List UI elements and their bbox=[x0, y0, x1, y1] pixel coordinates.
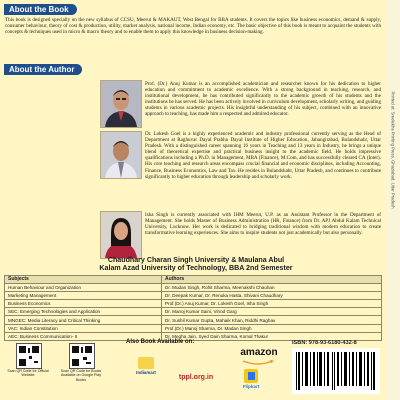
header-subjects: Subjects bbox=[5, 276, 162, 284]
university-heading bbox=[80, 256, 312, 273]
flipkart-label[interactable]: Flipkart bbox=[242, 384, 260, 389]
subject-cell: Business Economics bbox=[5, 300, 162, 308]
barcode-bars bbox=[292, 348, 380, 394]
flipkart-icon bbox=[244, 369, 258, 383]
isbn-number: ISBN: 978-93-6180-432-8 bbox=[292, 340, 357, 346]
about-author-heading: About the Author bbox=[4, 64, 82, 75]
table-row bbox=[5, 324, 382, 332]
about-book-text: This book is designed specially on the new syllabus of CCSU, Meerut & MAKAUT, West Bengal for BBA students. It covers the topics like business economics, demand & supply, consumer behaviour, theory of cost & production, utility, market analysis, national income, Indian economy, etc. The basic objective of this book is meant to acquaint the students with concepts & techniques used in micro & macro theory and to enable them to apply this knowledge in business decision-making. bbox=[5, 17, 381, 36]
table-row bbox=[5, 316, 382, 324]
authors-cell: Dr. Mudan Singh, Rohit Sharma, Meenakshi Chauhan bbox=[162, 284, 382, 292]
authors-cell: Prof.(Dr.) Manoj Sharma, Dr. Madan Singh bbox=[162, 324, 382, 332]
author-photo-anuj-kumar bbox=[100, 80, 142, 128]
also-available-label: Also Book Available on: bbox=[126, 339, 195, 345]
subject-cell: SEC: Emerging Technologies and Application bbox=[5, 308, 162, 316]
qr-caption-website: Scan QR Code for Official Website bbox=[7, 369, 49, 378]
subjects-table bbox=[4, 275, 382, 341]
author-photo-lokesh-goel bbox=[100, 131, 142, 179]
university-line-2: Kalam Azad University of Technology, BBA 2nd Semester bbox=[99, 264, 293, 273]
subject-cell: AEC: Business Communication- II bbox=[5, 332, 162, 340]
website-label[interactable]: tppl.org.in bbox=[178, 374, 214, 381]
table-row bbox=[5, 308, 382, 316]
author-bio-lokesh-goel: Dr. Lokesh Goel is a highly experienced academic and industry professional currently serving as the Head of Department at Raghuvar Dayal Prabhu Dayal Institute of Higher Education, Jahangirabad, Bulandshahr, Uttar Pradesh. With a distinguished career spanning 16 years in Teaching and 13 years in Industry, he brings a unique blend of theoretical expertise and practical business insight to the academic field. He holds impressive qualifications including a Ph.D. in Management, MBA (Finance), M.Com, and has successfully cleared CA (Inter). His core teaching and research areas encompass crucial financial and economic disciplines, including Accounting, Finance, Business Economics, Law and Tax. He resides in Bulandshahr, Uttar Pradesh, and continues to contribute significantly to higher education through leadership and scholarly work. bbox=[145, 131, 381, 180]
table-row bbox=[5, 284, 382, 292]
table-row bbox=[5, 292, 382, 300]
subject-cell: Marketing Management bbox=[5, 292, 162, 300]
indiamart-icon bbox=[138, 357, 154, 369]
amazon-smile-icon bbox=[241, 360, 275, 366]
authors-cell: Dr. Sushil Kumar Gupta, Mahaik Khan, Riddhi Raghav bbox=[162, 316, 382, 324]
about-book-heading: About the Book bbox=[4, 4, 77, 15]
authors-cell: Dr. Megha Jain, Syed Dain Sharma, Komal Thakur bbox=[162, 332, 382, 340]
qr-caption-google-play: Scan QR Code for Books Available on Google Play Books bbox=[60, 369, 102, 382]
barcode bbox=[292, 348, 380, 394]
authors-cell: Prof.(Dr.) Anuj Kumar, Dr. Lokesh Goel, Isha Singh bbox=[162, 300, 382, 308]
authors-cell: Dr. Deepak Kumar, Dr. Renuka Hasta, Shivani Chaudhary bbox=[162, 292, 382, 300]
amazon-logo[interactable]: amazon bbox=[240, 347, 278, 358]
subject-cell: VAC: Indian Constitution bbox=[5, 324, 162, 332]
author-photo-isha-singh bbox=[100, 211, 142, 259]
author-bio-isha-singh: Isha Singh is currently associated with IHM Meerut, U.P. as an Assistant Professor in the Department of Management. She holds Master of Business Administration (HR, Finance) from Dr. APJ Abdul Kalam Technical University, Lucknow. Her work is dedicated to bridging traditional wisdom with modern education to create transformative learning experiences. She aims to inspire students not just academically but also personally. bbox=[145, 212, 381, 237]
side-print-strip bbox=[386, 0, 400, 400]
authors-cell: Dr. Manoj Kumar Saini, Vinod Garg bbox=[162, 308, 382, 316]
subject-cell: Human Behaviour and Organization bbox=[5, 284, 162, 292]
table-row bbox=[5, 300, 382, 308]
side-printer-text: Printed at: Sreelekha Printing Press, Ghaziabad, Uttar Pradesh bbox=[390, 91, 396, 209]
indiamart-label[interactable]: Indiamart bbox=[136, 370, 156, 375]
author-bio-anuj-kumar: Prof. (Dr.) Anuj Kumar is an accomplished academician and researcher known for his dedication to higher education and commitment to academic excellence. With a strong background in teaching, research, and institutional development, he has contributed significantly to the academic growth of his students and the institutions he has served. He has been actively involved in curriculum development, scholarly writing, and guiding students in various academic projects. His insightful understanding of his subject, combined with an innovative approach to teaching, has made him a respected and admired educator. bbox=[145, 81, 381, 118]
qr-code-google-play-books[interactable] bbox=[69, 343, 95, 369]
qr-code-official-website[interactable] bbox=[16, 343, 42, 369]
table-header-row bbox=[5, 276, 382, 284]
header-authors: Authors bbox=[162, 276, 382, 284]
subject-cell: MNGEC: Media Literacy and Critical Thinking bbox=[5, 316, 162, 324]
university-line-1: Chaudhary Charan Singh University & Maulana Abul bbox=[107, 256, 285, 264]
